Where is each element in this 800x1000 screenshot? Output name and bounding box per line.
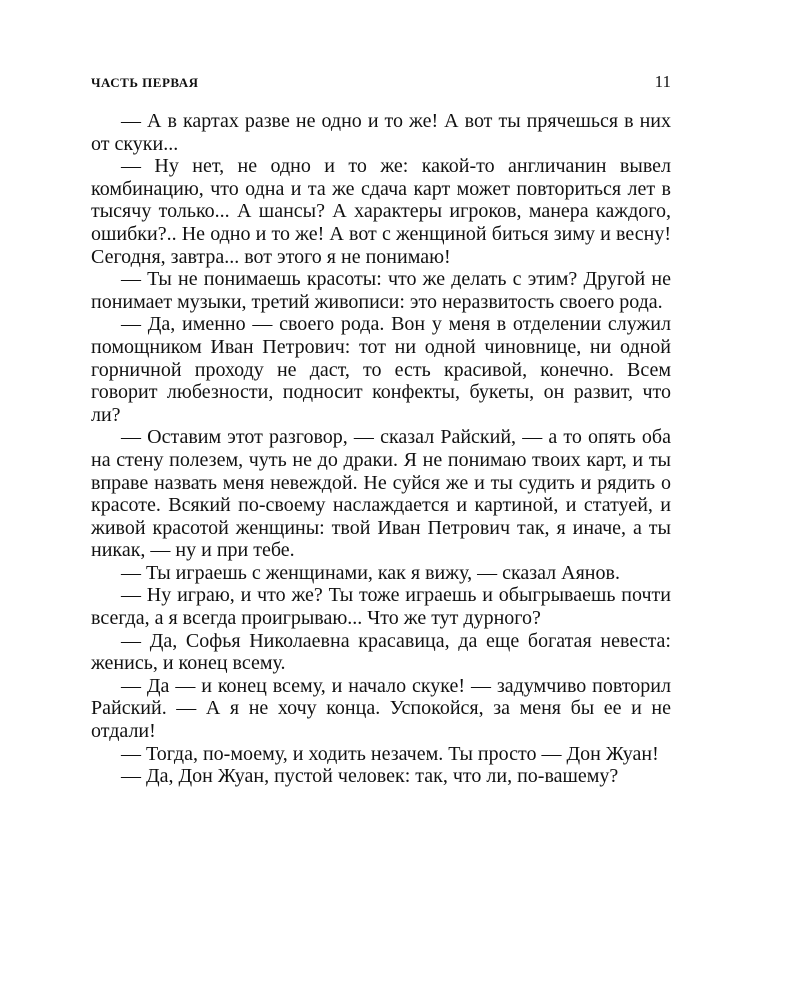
paragraph-3: — Ты не понимаешь красоты: что же делать с этим? Другой не понимает музыки, третий живописи: это неразвитость своего рода. xyxy=(91,268,671,313)
running-head xyxy=(91,72,671,106)
paragraph-1: — А в картах разве не одно и то же! А вот ты прячешься в них от скуки... xyxy=(91,110,671,155)
paragraph-11: — Да, Дон Жуан, пустой человек: так, что ли, по-вашему? xyxy=(121,765,619,788)
book-page xyxy=(91,72,671,788)
paragraph-4: — Да, именно — своего рода. Вон у меня в отделении служил помощником Иван Петрович: тот ни одной чиновнице, ни одной горничной проходу не даст, то есть красивой, конечно. Всем говорит любезности, подносит конфекты, букеты, он развит, что ли? xyxy=(91,313,671,426)
section-title: ЧАСТЬ ПЕРВАЯ xyxy=(91,75,199,90)
paragraph-2: — Ну нет, не одно и то же: какой-то англичанин вывел комбинацию, что одна и та же сдача карт может повториться лет в тысячу только... А шансы? А характеры игроков, манера каждого, ошибки?.. Не одно и то же! А вот с женщиной биться зиму и весну! Сегодня, завтра... вот этого я не понимаю! xyxy=(91,155,671,268)
paragraph-5: — Оставим этот разговор, — сказал Райский, — а то опять оба на стену полезем, чуть не до драки. Я не понимаю твоих карт, и ты вправе назвать меня невеждой. Не суйся же и ты судить и рядить о красоте. Всякий по-своему наслаждается и картиной, и статуей, и живой красотой женщины: твой Иван Петрович так, я иначе, а ты никак, — ну и при тебе. xyxy=(91,426,671,562)
body-text xyxy=(91,110,671,788)
paragraph-9: — Да — и конец всему, и начало скуке! — задумчиво повторил Райский. — А я не хочу конца. Успокойся, за меня бы ее и не отдали! xyxy=(91,674,671,743)
page-number: 11 xyxy=(654,72,671,91)
paragraph-7: — Ну играю, и что же? Ты тоже играешь и обыгрываешь почти всегда, а я всегда проигрываю... Что же тут дурного? xyxy=(91,584,671,630)
paragraph-6: — Ты играешь с женщинами, как я вижу, — сказал Аянов. xyxy=(121,561,620,584)
paragraph-10: — Тогда, по-моему, и ходить незачем. Ты просто — Дон Жуан! xyxy=(121,742,659,765)
paragraph-8: — Да, Софья Николаевна красавица, да еще богатая невеста: женись, и конец всему. xyxy=(91,629,671,675)
